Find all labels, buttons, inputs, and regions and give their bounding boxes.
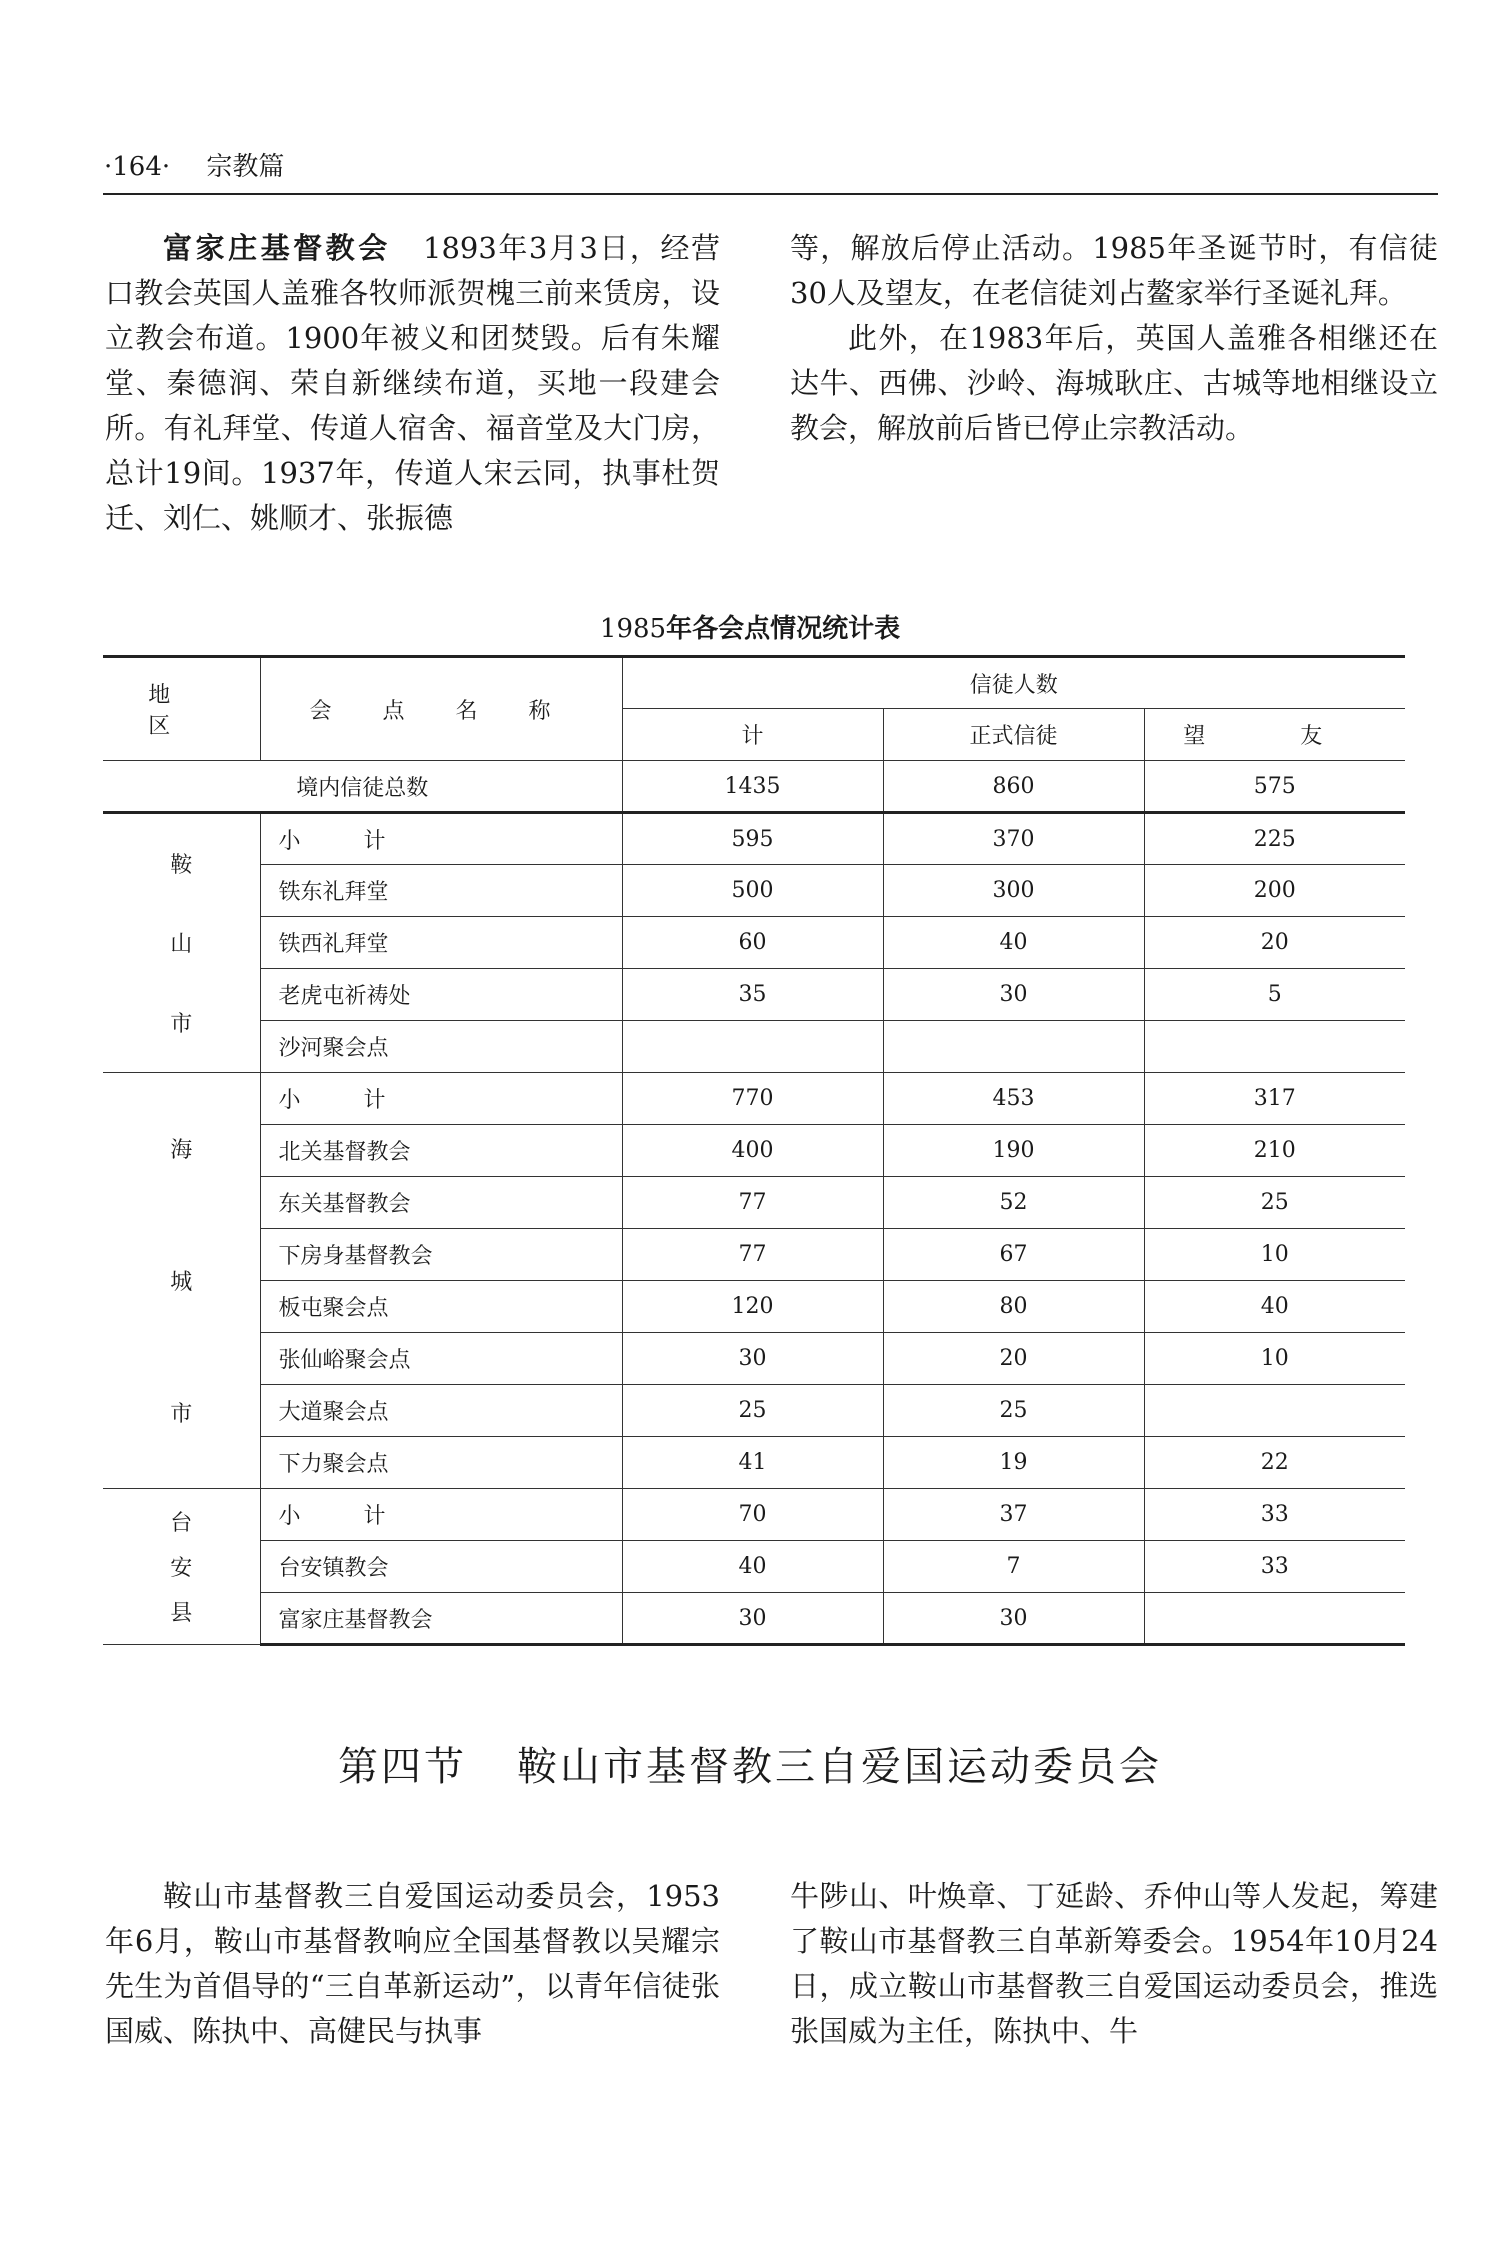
cell-formal: 19: [883, 1437, 1144, 1489]
intro-right-paragraph-1: 等，解放后停止活动。1985年圣诞节时，有信徒30人及望友，在老信徒刘占鳌家举行圣诞礼拜。: [790, 231, 1438, 310]
region-cell: [103, 1073, 260, 1489]
site-name: 下力聚会点: [260, 1437, 622, 1489]
overall-total: 1435: [622, 761, 883, 813]
site-name: 小 计: [260, 1073, 622, 1125]
table-row: [103, 1073, 1405, 1125]
table-header-row: [103, 657, 1405, 709]
site-name: 板屯聚会点: [260, 1281, 622, 1333]
cell-formal: 30: [883, 1593, 1144, 1645]
site-name: 铁西礼拜堂: [260, 917, 622, 969]
intro-left-paragraph: [105, 226, 720, 541]
region-char: 县: [170, 1601, 193, 1626]
table-row: [103, 1021, 1405, 1073]
section-name: 宗教篇: [206, 152, 285, 182]
site-name: 下房身基督教会: [260, 1229, 622, 1281]
cell-total: 35: [622, 969, 883, 1021]
cell-total: 77: [622, 1229, 883, 1281]
region-cell: [103, 813, 260, 1073]
site-name: 大道聚会点: [260, 1385, 622, 1437]
table-row: [103, 1125, 1405, 1177]
cell-seekers: 10: [1144, 1229, 1405, 1281]
cell-seekers: 25: [1144, 1177, 1405, 1229]
region-char: 海: [170, 1138, 193, 1164]
table-row: [103, 1437, 1405, 1489]
cell-formal: 37: [883, 1489, 1144, 1541]
cell-total: 595: [622, 813, 883, 865]
site-name: 小 计: [260, 1489, 622, 1541]
cell-seekers: 5: [1144, 969, 1405, 1021]
region-char: 山: [170, 932, 193, 958]
table-row: [103, 917, 1405, 969]
overall-formal: 860: [883, 761, 1144, 813]
cell-total: 70: [622, 1489, 883, 1541]
section4-left-column: [105, 1874, 720, 2054]
cell-seekers: 20: [1144, 917, 1405, 969]
cell-seekers: [1144, 1385, 1405, 1437]
page-number: ·164·: [104, 152, 171, 182]
overall-seekers: 575: [1144, 761, 1405, 813]
table-title-year: 1985: [599, 614, 667, 644]
church-name-lead: 富家庄基督教会: [163, 231, 391, 265]
header-believers: 信徒人数: [622, 657, 1405, 709]
section-number: 第四节: [338, 1744, 467, 1790]
section4-left-paragraph: 鞍山市基督教三自爱国运动委员会，1953年6月，鞍山市基督教响应全国基督教以吴耀宗先生为首倡导的“三自革新运动”，以青年信徒张国威、陈执中、高健民与执事: [105, 1879, 720, 2048]
cell-total: [622, 1021, 883, 1073]
table-title: [0, 608, 1500, 645]
header-seekers: 望 友: [1144, 709, 1405, 761]
cell-total: 30: [622, 1333, 883, 1385]
table-row: [103, 1593, 1405, 1645]
cell-seekers: 33: [1144, 1541, 1405, 1593]
cell-seekers: 225: [1144, 813, 1405, 865]
cell-total: 400: [622, 1125, 883, 1177]
cell-formal: 40: [883, 917, 1144, 969]
site-name: 东关基督教会: [260, 1177, 622, 1229]
table-row: [103, 865, 1405, 917]
intro-right-paragraph-2: 此外，在1983年后，英国人盖雅各相继还在达牛、西佛、沙岭、海城耿庄、古城等地相继设立教会，解放前后皆已停止宗教活动。: [790, 321, 1438, 445]
table-row: [103, 969, 1405, 1021]
site-name: 北关基督教会: [260, 1125, 622, 1177]
site-name: 铁东礼拜堂: [260, 865, 622, 917]
cell-total: 30: [622, 1593, 883, 1645]
cell-formal: [883, 1021, 1144, 1073]
region-char: 鞍: [170, 853, 193, 879]
intro-right-column: [790, 226, 1438, 451]
table-row: [103, 1333, 1405, 1385]
cell-formal: 190: [883, 1125, 1144, 1177]
cell-total: 40: [622, 1541, 883, 1593]
table-title-text: 年各会点情况统计表: [666, 614, 901, 644]
region-char: 市: [170, 1011, 193, 1037]
intro-left-text: 1893年3月3日，经营口教会英国人盖雅各牧师派贺槐三前来赁房，设立教会布道。1900年被义和团焚毁。后有朱耀堂、秦德润、荣自新继续布道，买地一段建会所。有礼拜堂、传道人宿舍、福音堂及大门房，总计19间。1937年，传道人宋云同，执事杜贺迁、刘仁、姚顺才、张振德: [105, 231, 720, 535]
cell-seekers: 33: [1144, 1489, 1405, 1541]
cell-total: 60: [622, 917, 883, 969]
cell-formal: 52: [883, 1177, 1144, 1229]
statistics-table: [103, 655, 1405, 1646]
table-row-overall: [103, 761, 1405, 813]
header-total: 计: [622, 709, 883, 761]
cell-seekers: 40: [1144, 1281, 1405, 1333]
cell-formal: 20: [883, 1333, 1144, 1385]
header-rule: [103, 193, 1438, 195]
cell-seekers: 210: [1144, 1125, 1405, 1177]
cell-seekers: 200: [1144, 865, 1405, 917]
cell-formal: 453: [883, 1073, 1144, 1125]
cell-seekers: [1144, 1593, 1405, 1645]
table-row: [103, 1229, 1405, 1281]
site-name: 台安镇教会: [260, 1541, 622, 1593]
table-row: [103, 813, 1405, 865]
table-row: [103, 1489, 1405, 1541]
site-name: 小 计: [260, 813, 622, 865]
region-char: 台: [170, 1511, 193, 1536]
cell-formal: 80: [883, 1281, 1144, 1333]
cell-total: 25: [622, 1385, 883, 1437]
cell-seekers: 317: [1144, 1073, 1405, 1125]
region-char: 安: [170, 1556, 193, 1581]
header-region: 地 区: [103, 657, 260, 761]
overall-label: 境内信徒总数: [103, 761, 622, 813]
region-char: 城: [170, 1269, 193, 1295]
site-name: 老虎屯祈祷处: [260, 969, 622, 1021]
cell-formal: 25: [883, 1385, 1144, 1437]
header-formal: 正式信徒: [883, 709, 1144, 761]
header-name: 会 点 名 称: [260, 657, 622, 761]
cell-formal: 30: [883, 969, 1144, 1021]
table-row: [103, 1385, 1405, 1437]
site-name: 张仙峪聚会点: [260, 1333, 622, 1385]
region-cell: [103, 1489, 260, 1645]
running-header: [104, 146, 284, 183]
region-char: 市: [170, 1401, 193, 1427]
cell-formal: 300: [883, 865, 1144, 917]
cell-total: 41: [622, 1437, 883, 1489]
table-row: [103, 1281, 1405, 1333]
cell-seekers: [1144, 1021, 1405, 1073]
cell-formal: 67: [883, 1229, 1144, 1281]
cell-formal: 370: [883, 813, 1144, 865]
cell-total: 770: [622, 1073, 883, 1125]
site-name: 富家庄基督教会: [260, 1593, 622, 1645]
cell-total: 500: [622, 865, 883, 917]
section4-right-column: [790, 1874, 1438, 2054]
section-heading: [0, 1735, 1500, 1792]
cell-formal: 7: [883, 1541, 1144, 1593]
site-name: 沙河聚会点: [260, 1021, 622, 1073]
cell-total: 120: [622, 1281, 883, 1333]
intro-left-column: [105, 226, 720, 541]
section-title: 鞍山市基督教三自爱国运动委员会: [517, 1744, 1162, 1790]
cell-seekers: 22: [1144, 1437, 1405, 1489]
section4-right-paragraph: 牛陟山、叶焕章、丁延龄、乔仲山等人发起，筹建了鞍山市基督教三自革新筹委会。1954年10月24日，成立鞍山市基督教三自爱国运动委员会，推选张国威为主任，陈执中、牛: [790, 1879, 1438, 2048]
cell-seekers: 10: [1144, 1333, 1405, 1385]
table-row: [103, 1177, 1405, 1229]
cell-total: 77: [622, 1177, 883, 1229]
table-row: [103, 1541, 1405, 1593]
